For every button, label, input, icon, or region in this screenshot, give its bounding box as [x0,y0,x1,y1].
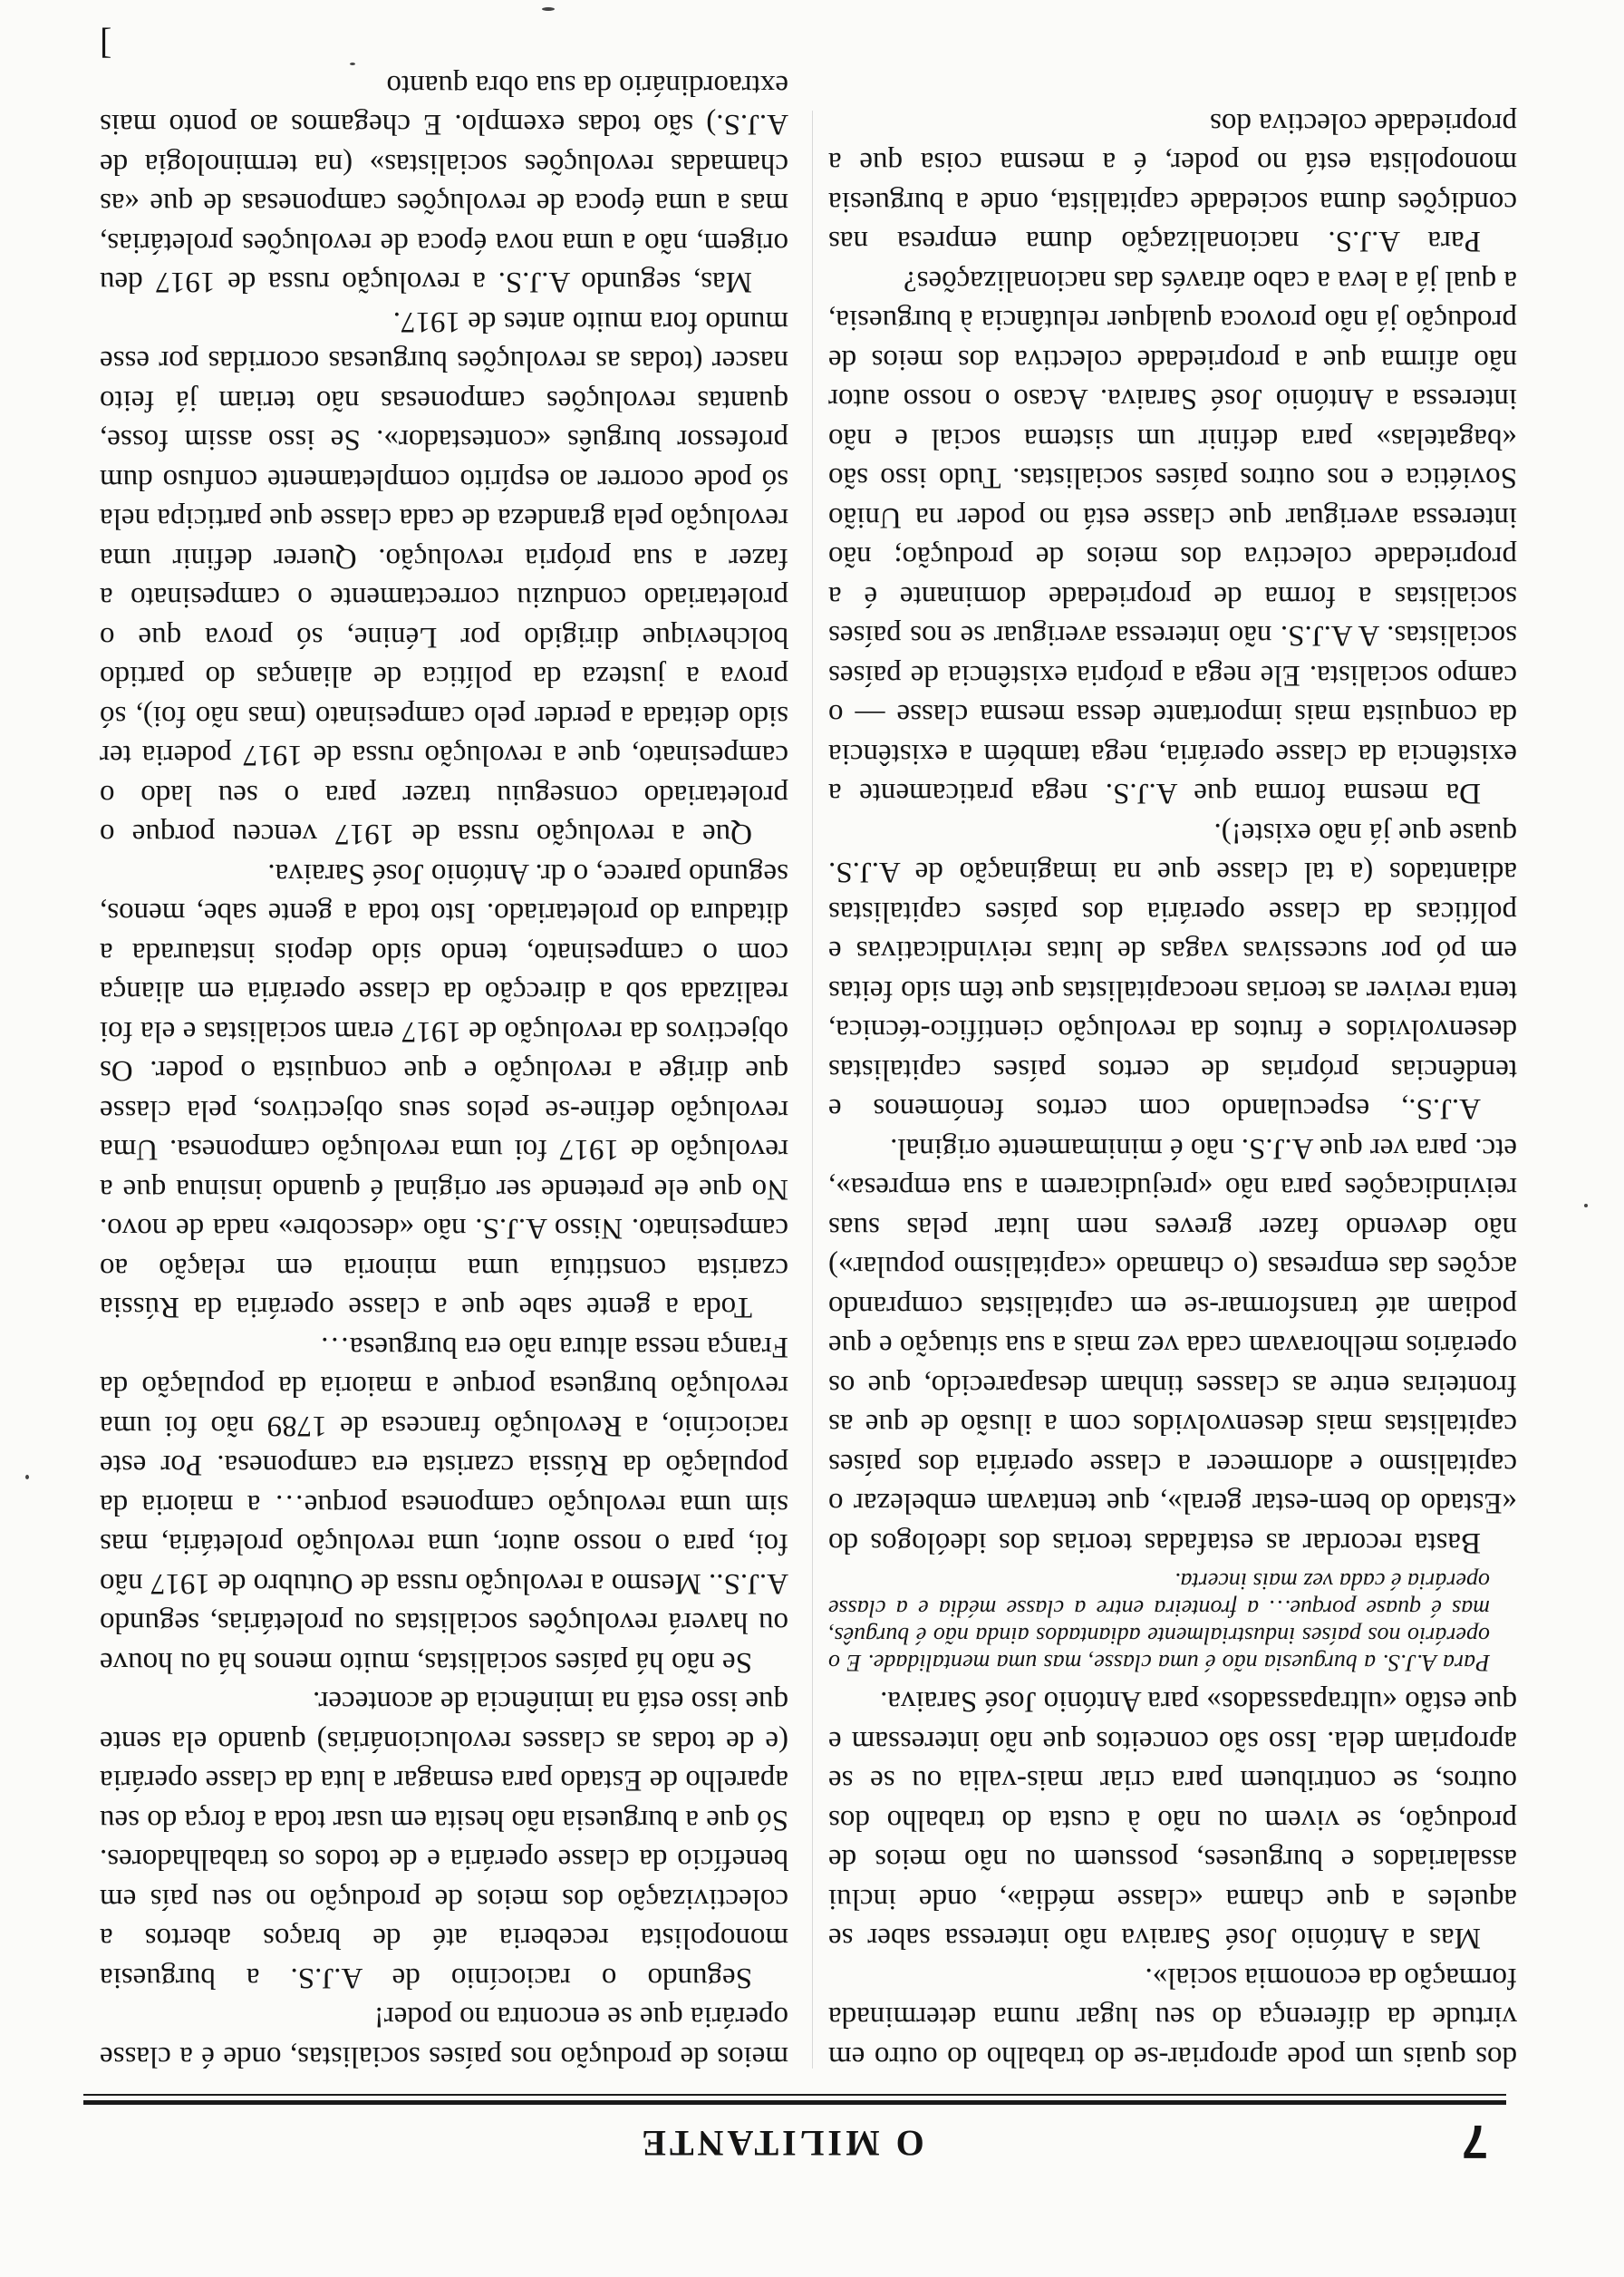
page-header [74,2114,1488,2168]
header-rule-thin [83,2094,1506,2096]
column-gutter [812,111,813,2069]
paragraph: Da mesma forma que A.J.S. nega praticamente a existência da classe operária, nega também a existência da conquista mais importante dessa mesma classe — o campo socialista. Ele nega a própria existência de países socialistas. A A.J.S. não interessa averiguar se nos países socialistas a forma de propriedade dominante é a propriedade colectiva dos meios de produção; não interessa averiguar que classe está no poder na União Soviética e nos outros países socialistas. Tudo isso são «bagatelas» para definir um sistema social e não interessa a António José Saraiva. Acaso o nosso autor não afirma que a propriedade colectiva dos meios de produção já não provoca qualquer relutância à burguesia, a qual já a leva a cabo através das nacionalizações? [828,265,1517,810]
paragraph: Para A.J.S. nacionalização duma empresa nas condições duma sociedade capitalista, onde a burguesia monopolista está no poder, é a mesma coisa que a propriedade colectiva dos [828,107,1517,258]
text-column-right [100,24,788,2076]
paragraph: Se não há países socialistas, muito menos há ou houve ou haverá revoluções socialistas ou proletárias, segundo A.J.S.. Mesmo a revolução russa de Outubro de 1917 não foi, para o nosso autor, uma revolução proletária, mas sim uma revolução camponesa porque… a maioria da população da Rússia czarista era camponesa. Por este raciocínio, a Revolução francesa de 1789 não foi uma revolução burguesa porque a maioria da população da França nessa altura não era burguesa… [100,1331,788,1679]
paragraph: Mas a António José Saraiva não interessa saber se aqueles a que chama «classe média», onde inclui assalariados e burgueses, possuem ou não meios de produção, se vivem ou não à custa do trabalho dos outros, se contribuem para criar mais-valia ou se se apropriam dela. Isso são conceitos que não interessam e que estão «ultrapassados» para António José Saraiva. [828,1685,1517,1955]
page-number: 7 [1462,2115,1488,2167]
scan-speck [542,7,555,11]
scan-speck [1584,1204,1588,1207]
paragraph: Mas, segundo A.J.S. a revolução russa de 1917 deu origem, não a uma nova época de revoluções proletárias, mas a uma época de revoluções camponesas de que «as chamadas revoluções socialistas» (na terminologia de A.J.S.) são todas exemplo. E chegamos ao ponto mais extraordinário da sua obra quanto [100,69,788,299]
paragraph: Toda a gente sabe que a classe operária da Rússia czarista constituía uma minoria em relação ao campesinato. Nisso A.J.S. não «descobre» nada de novo. No que ele pretende ser original é quando insinua que a revolução de 1917 foi uma revolução camponesa. Uma revolução define-se pelos seus objectivos, pela classe que dirige a revolução e que conquista o poder. Os objectivos da revolução de 1917 eram socialistas e ela foi realizada sob a direcção da classe operária em aliança com o campesinato, tendo sido depois instaurada a ditadura do proletariado. Isto toda a gente sabe, menos, segundo parece, o dr. António José Saraiva. [100,858,788,1324]
paragraph: Segundo o raciocínio de A.J.S. a burguesia monopolista receberia até de braços abertos a colectivização dos meios de produção no seu país em benefício da classe operária e de todos os trabalhadores. Só que a burguesia não hesita em usar toda a força do seu aparelho de Estado para esmagar a luta da classe operária (e de todas as classes revolucionárias) quando ela sente que isso está na iminência de acontecer. [100,1685,788,1994]
quote-paragraph: Para A.J.S. a burguesia não é uma classe, mas uma mentalidade. E o operário nos países industrialmente adiantados ainda não é burguês, mas é quase porque… a fronteira entre a classe média e a classe operária é cada vez mais incerta. [828,1568,1490,1676]
paragraph: Basta recordar as estafadas teorias dos ideólogos do «Estado do bem-estar geral», que tentavam embelezar o capitalismo e adormecer a classe operária dos países capitalistas mais desenvolvidos com a ilusão de que as fronteiras entre as classes tinham desaparecido, que os operários melhoravam cada vez mais a sua situação e que podiam até transformar-se em capitalistas comprando acções das empresas (o chamado «capitalismo popular») não devendo fazer greves nem lutar pelas suas reivindicações para não «prejudicarem a sua empresa», etc. para ver que A.J.S. não é minimamente original. [828,1132,1517,1559]
paragraph: Que a revolução russa de 1917 venceu porque o proletariado conseguiu trazer para o seu lado o campesinato, que a revolução russa de 1917 poderia ter sido deitada a perder pelo campesinato (mas não foi), só prova a justeza da política de alianças do partido bolchevique dirigido por Lénine, só prova que o proletariado conduziu correctamente o campesinato a fazer a sua própria revolução. Querer definir uma revolução pela grandeza de cada classe que participa nela só pode ocorrer ao espírito completamente confuso dum professor burguês «contestador». Se isso assim fosse, quantas revoluções camponesas não teriam já feito nascer (todas as revoluções burguesas ocorridas por esse mundo fora muito antes de 1917. [100,305,788,851]
header-rule [83,2100,1506,2105]
scan-speck [25,1475,29,1479]
text-column-left [828,82,1517,2076]
masthead-title: O MILITANTE [638,2123,924,2164]
paragraph: meios de produção nos países socialistas, onde é a classe operária que se encontra no poder! [100,2001,788,2073]
paragraph: dos quais um pode apropriar-se do trabalho do outro em virtude da diferença do seu lugar numa determinada formação da economia social». [828,1962,1517,2073]
end-mark: ] [100,24,112,66]
scan-speck [350,63,355,65]
paragraph: A.J.S., especulando com certos fenómenos e tendências próprias de certos países capitalistas desenvolvidos e frutos da revolução científico-técnica, tenta reviver as teorias neocapitalistas que têm sido feitas em pó por sucessivas vagas de lutas reivindicativas e políticas da classe operária dos países capitalistas adiantados (a tal classe que na imaginação de A.J.S. quase que já não existe!). [828,817,1517,1126]
